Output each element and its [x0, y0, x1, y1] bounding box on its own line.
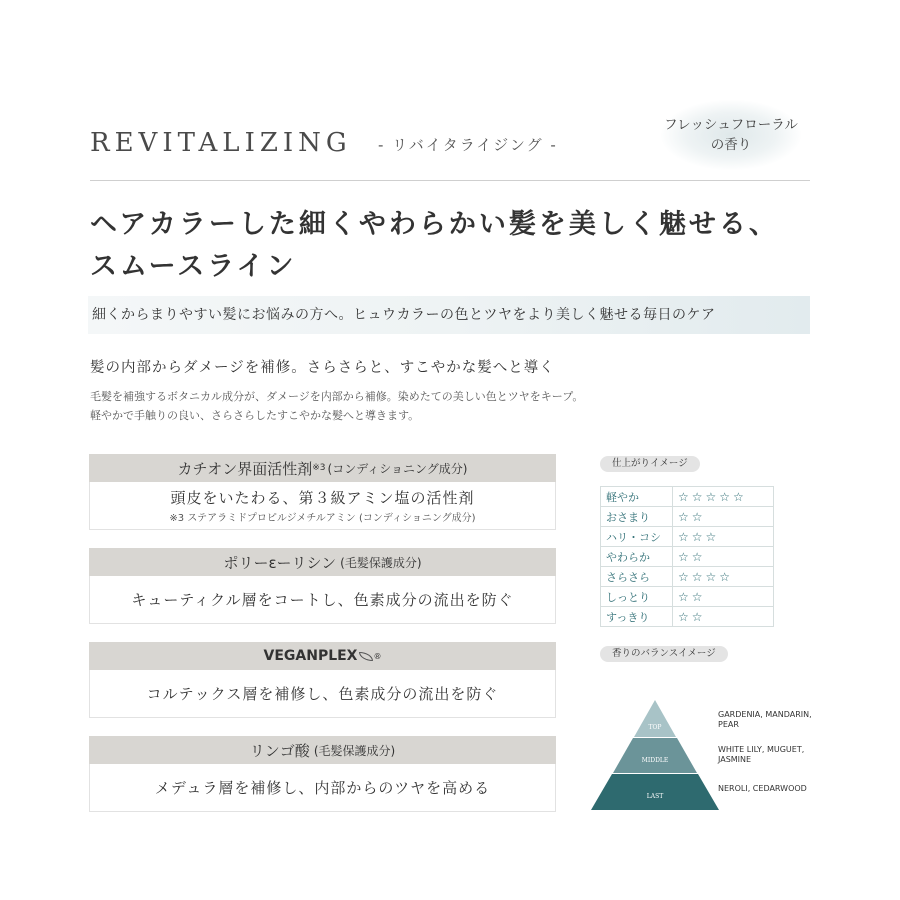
rating-stars: ☆☆ [673, 587, 774, 607]
rating-label: おさまり [601, 507, 673, 527]
rating-stars: ☆☆☆☆☆ [673, 487, 774, 507]
rating-stars: ☆☆ [673, 547, 774, 567]
rating-stars: ☆☆☆ [673, 527, 774, 547]
pyramid-middle-label: MIDDLE [641, 757, 669, 764]
scent-badge-line2: の香り [710, 137, 752, 153]
finish-image-title: 仕上がりイメージ [600, 456, 700, 472]
scent-pyramid [591, 700, 719, 810]
ingredient-card-polylysine [89, 548, 556, 624]
product-title-ja: - リバイタライジング - [378, 136, 558, 154]
veganplex-logo: VEGANPLEX [263, 648, 358, 664]
rating-label: さらさら [601, 567, 673, 587]
ingredient-name: カチオン界面活性剤 [177, 459, 313, 478]
top-note-line2: PEAR [718, 720, 739, 729]
middle-note-ingredients [718, 745, 818, 765]
pyramid-middle-tier [613, 738, 697, 773]
scent-badge [661, 100, 801, 170]
registered-mark: ® [373, 651, 382, 661]
body-line2: 軽やかで手触りの良い、さらさらしたすこやかな髪へと導きます。 [90, 409, 420, 422]
rating-label: ハリ・コシ [601, 527, 673, 547]
leaf-icon [359, 652, 373, 661]
middle-note-line1: WHITE LILY, MUGUET, [718, 745, 805, 754]
body-text [90, 387, 583, 425]
scent-badge-line1: フレッシュフローラル [664, 117, 798, 133]
ingredient-category: (コンディショニング成分) [327, 461, 468, 476]
ingredient-body [89, 482, 556, 530]
ingredient-header [89, 454, 556, 482]
table-row [601, 527, 774, 547]
table-row [601, 587, 774, 607]
headline-line2: スムースライン [90, 251, 297, 282]
table-row [601, 487, 774, 507]
top-note-line1: GARDENIA, MANDARIN, [718, 710, 812, 719]
rating-label: しっとり [601, 587, 673, 607]
product-title-en: REVITALIZING [90, 128, 352, 158]
ingredient-description: 頭皮をいたわる、第３級アミン塩の活性剤 [170, 489, 475, 507]
ingredient-card-cation [89, 454, 556, 530]
lead-band: 細くからまりやすい髪にお悩みの方へ。ヒュウカラーの色とツヤをより美しく魅せる毎日のケア [88, 296, 810, 334]
ingredient-name: リンゴ酸 [249, 741, 310, 760]
rating-stars: ☆☆ [673, 607, 774, 627]
pyramid-last-label: LAST [646, 793, 664, 800]
body-line1: 毛髪を補強するボタニカル成分が、ダメージを内部から補修。染めたての美しい色とツヤをキープ。 [90, 390, 584, 403]
middle-note-line2: JASMINE [718, 755, 752, 764]
ingredient-header [89, 548, 556, 576]
rating-stars: ☆☆☆☆ [673, 567, 774, 587]
scent-balance-title: 香りのバランスイメージ [600, 646, 728, 662]
ingredient-footnote: ※3 ステアラミドプロピルジメチルアミン (コンディショニング成分) [169, 513, 476, 524]
table-row [601, 547, 774, 567]
table-row [601, 507, 774, 527]
table-row [601, 607, 774, 627]
last-note-line1: NEROLI, CEDARWOOD [718, 784, 807, 793]
ingredient-category: (毛髪保護成分) [313, 743, 396, 758]
ingredient-category: (毛髪保護成分) [340, 555, 422, 570]
ingredient-card-malic-acid [89, 736, 556, 812]
rating-label: すっきり [601, 607, 673, 627]
rating-stars: ☆☆ [673, 507, 774, 527]
headline [90, 204, 810, 288]
ingredient-description: コルテックス層を補修し、色素成分の流出を防ぐ [146, 685, 499, 703]
ingredient-header [89, 642, 556, 670]
finish-rating-table [600, 486, 774, 627]
ingredient-footnote-mark: ※3 [312, 463, 326, 473]
rating-label: 軽やか [601, 487, 673, 507]
ingredient-card-veganplex [89, 642, 556, 718]
last-note-ingredients [718, 784, 818, 794]
ingredient-description: メデュラ層を補修し、内部からのツヤを高める [154, 779, 491, 797]
ingredient-name: ポリーεーリシン [223, 553, 337, 572]
sub-heading: 髪の内部からダメージを補修。さらさらと、すこやかな髪へと導く [90, 360, 555, 376]
header-divider [90, 180, 810, 181]
rating-label: やわらか [601, 547, 673, 567]
top-note-ingredients [718, 710, 818, 730]
headline-line1: ヘアカラーした細くやわらかい髪を美しく魅せる、 [90, 209, 779, 240]
pyramid-last-tier [591, 774, 719, 810]
pyramid-top-label: TOP [648, 724, 662, 731]
ingredient-header [89, 736, 556, 764]
ingredient-body [89, 764, 556, 812]
table-row [601, 567, 774, 587]
ingredient-body [89, 576, 556, 624]
ingredient-body [89, 670, 556, 718]
ingredient-description: キューティクル層をコートし、色素成分の流出を防ぐ [131, 591, 514, 609]
pyramid-top-tier [634, 700, 676, 737]
